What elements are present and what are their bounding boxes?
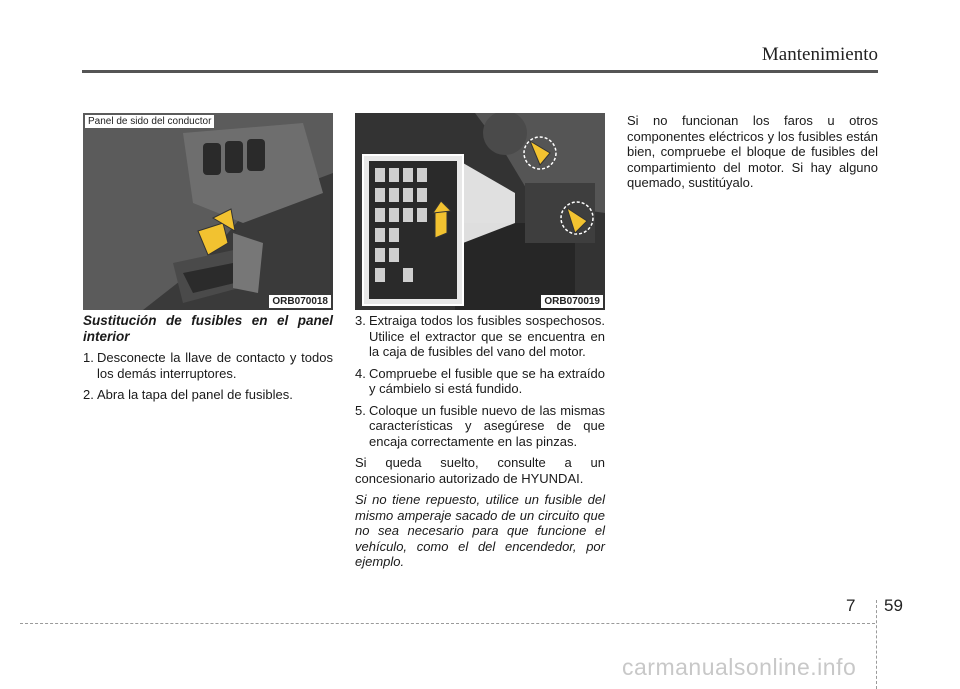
figure-fuse-box [355, 113, 605, 310]
step-number: 2. [83, 387, 94, 402]
step-item [355, 366, 605, 397]
middle-column [355, 313, 605, 576]
step-text: Compruebe el fusible que se ha extraído y cámbielo si está fundido. [369, 365, 605, 396]
fuse-box-photo [355, 113, 605, 310]
step-item [83, 387, 333, 403]
footer-rule [20, 623, 875, 624]
step-text: Extraiga todos los fusibles sospechosos. Utilice el extractor que se encuentra en la caja de fusibles del vano del motor. [369, 313, 605, 359]
step-item [83, 350, 333, 381]
watermark-text: carmanualsonline.info [622, 654, 857, 680]
left-column [83, 313, 333, 409]
figure-caption-label: Panel de sido del conductor [85, 115, 214, 128]
step-text: Abra la tapa del panel de fusibles. [97, 387, 293, 402]
step-text: Coloque un fusible nuevo de las mismas características y asegúrese de que encaja correctamente en las pinzas. [369, 402, 605, 449]
step-number: 1. [83, 350, 94, 365]
section-heading: Sustitución de fusibles en el panel interior [83, 313, 333, 344]
figure-code: ORB070019 [541, 295, 603, 308]
header-rule [82, 70, 878, 73]
chapter-number: 7 [846, 596, 856, 615]
step-item [355, 313, 605, 360]
step-number: 4. [355, 365, 366, 381]
figure-code: ORB070018 [269, 295, 331, 308]
right-column [627, 113, 878, 197]
spare-fuse-note: Si no tiene repuesto, utilice un fusible del mismo amperaje sacado de un circuito que no sea necesario para que funcione el vehículo, como el del encendedor, por ejemplo. [355, 492, 605, 569]
dealer-paragraph: Si queda suelto, consulte a un concesionario autorizado de HYUNDAI. [355, 455, 605, 486]
step-item [355, 403, 605, 450]
page-number: 59 [884, 596, 903, 615]
step-text: Desconecte la llave de contacto y todos los demás interruptores. [97, 350, 333, 381]
figure-driver-panel [83, 113, 333, 310]
step-number: 5. [355, 402, 366, 418]
step-number: 3. [355, 313, 366, 328]
running-header-title: Mantenimiento [761, 44, 878, 65]
driver-panel-photo [83, 113, 333, 310]
footer-divider [876, 600, 877, 689]
engine-fuse-paragraph: Si no funcionan los faros u otros componentes eléctricos y los fusibles están bien, compruebe el bloque de fusibles del compartimiento del motor. Si hay alguno quemado, sustitúyalo. [627, 113, 878, 190]
